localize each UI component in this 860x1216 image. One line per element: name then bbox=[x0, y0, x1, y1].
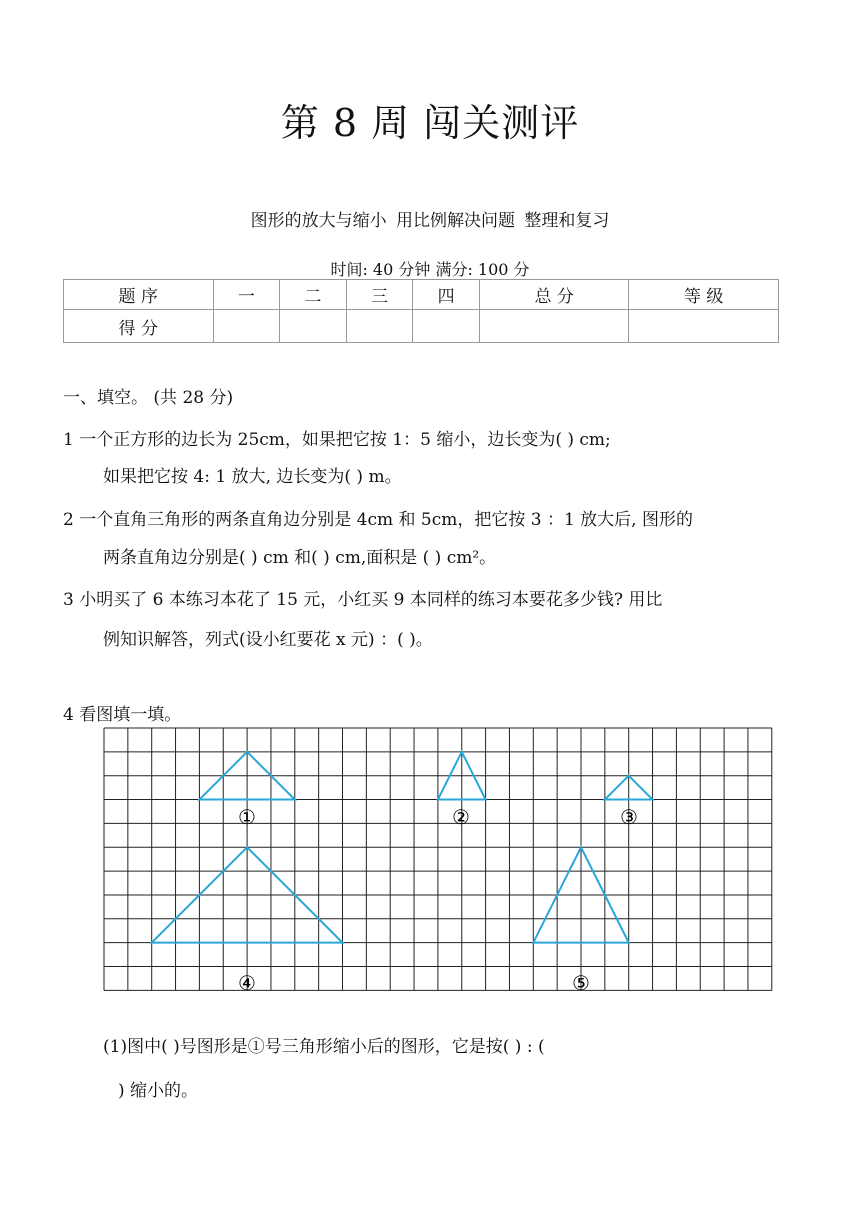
score-cell[interactable] bbox=[346, 310, 413, 343]
triangle-grid-figure bbox=[100, 726, 780, 1008]
triangle-marker-1: ① bbox=[238, 805, 256, 829]
page-title: 第 8 周 闯关测评 bbox=[280, 101, 580, 145]
triangle-marker-3: ③ bbox=[620, 805, 638, 829]
page-subtitle: 图形的放大与缩小 用比例解决问题 整理和复习 bbox=[250, 211, 610, 231]
question-3-line-2: 例知识解答，列式(设小红要花 x 元) ：( )。 bbox=[103, 630, 433, 650]
score-cell[interactable] bbox=[629, 310, 779, 343]
score-table-header-cell: 一 bbox=[213, 280, 280, 310]
score-table-header-cell: 总 分 bbox=[479, 280, 629, 310]
score-table-header-cell: 二 bbox=[280, 280, 347, 310]
score-table-score-row bbox=[64, 310, 779, 343]
section-heading: 一、填空。 (共 28 分) bbox=[63, 388, 234, 408]
score-table-header-cell: 题 序 bbox=[64, 280, 214, 310]
score-row-label: 得 分 bbox=[64, 310, 214, 343]
score-table-header-cell: 等 级 bbox=[629, 280, 779, 310]
time-and-score-info: 时间: 40 分钟 满分: 100 分 bbox=[330, 260, 530, 279]
triangle-marker-2: ② bbox=[452, 805, 470, 829]
score-table-header-cell: 四 bbox=[413, 280, 480, 310]
score-cell[interactable] bbox=[479, 310, 629, 343]
score-cell[interactable] bbox=[280, 310, 347, 343]
score-cell[interactable] bbox=[213, 310, 280, 343]
question-3-line-1: 3 小明买了 6 本练习本花了 15 元，小红买 9 本同样的练习本要花多少钱? 用比 bbox=[63, 590, 663, 610]
question-4-part-1-line-1: (1)图中( )号图形是①号三角形缩小后的图形，它是按( ) : ( bbox=[103, 1037, 545, 1057]
grid-lines bbox=[104, 728, 772, 990]
score-table bbox=[63, 279, 779, 343]
question-2-line-2: 两条直角边分别是( ) cm 和( ) cm,面积是 ( ) cm²。 bbox=[103, 548, 497, 568]
score-cell[interactable] bbox=[413, 310, 480, 343]
question-4-part-1-line-2: ) 缩小的。 bbox=[118, 1081, 199, 1101]
question-1-line-1: 1 一个正方形的边长为 25cm，如果把它按 1：5 缩小，边长变为( ) cm; bbox=[63, 430, 611, 450]
score-table-header-row bbox=[64, 280, 779, 310]
triangle-marker-4: ④ bbox=[238, 971, 256, 995]
triangle-marker-5: ⑤ bbox=[572, 971, 590, 995]
question-2-line-1: 2 一个直角三角形的两条直角边分别是 4cm 和 5cm，把它按 3 ：1 放大后, 图形的 bbox=[63, 510, 693, 530]
score-table-header-cell: 三 bbox=[346, 280, 413, 310]
question-1-line-2: 如果把它按 4: 1 放大, 边长变为( ) m。 bbox=[103, 467, 402, 487]
question-4-label: 4 看图填一填。 bbox=[63, 705, 182, 725]
